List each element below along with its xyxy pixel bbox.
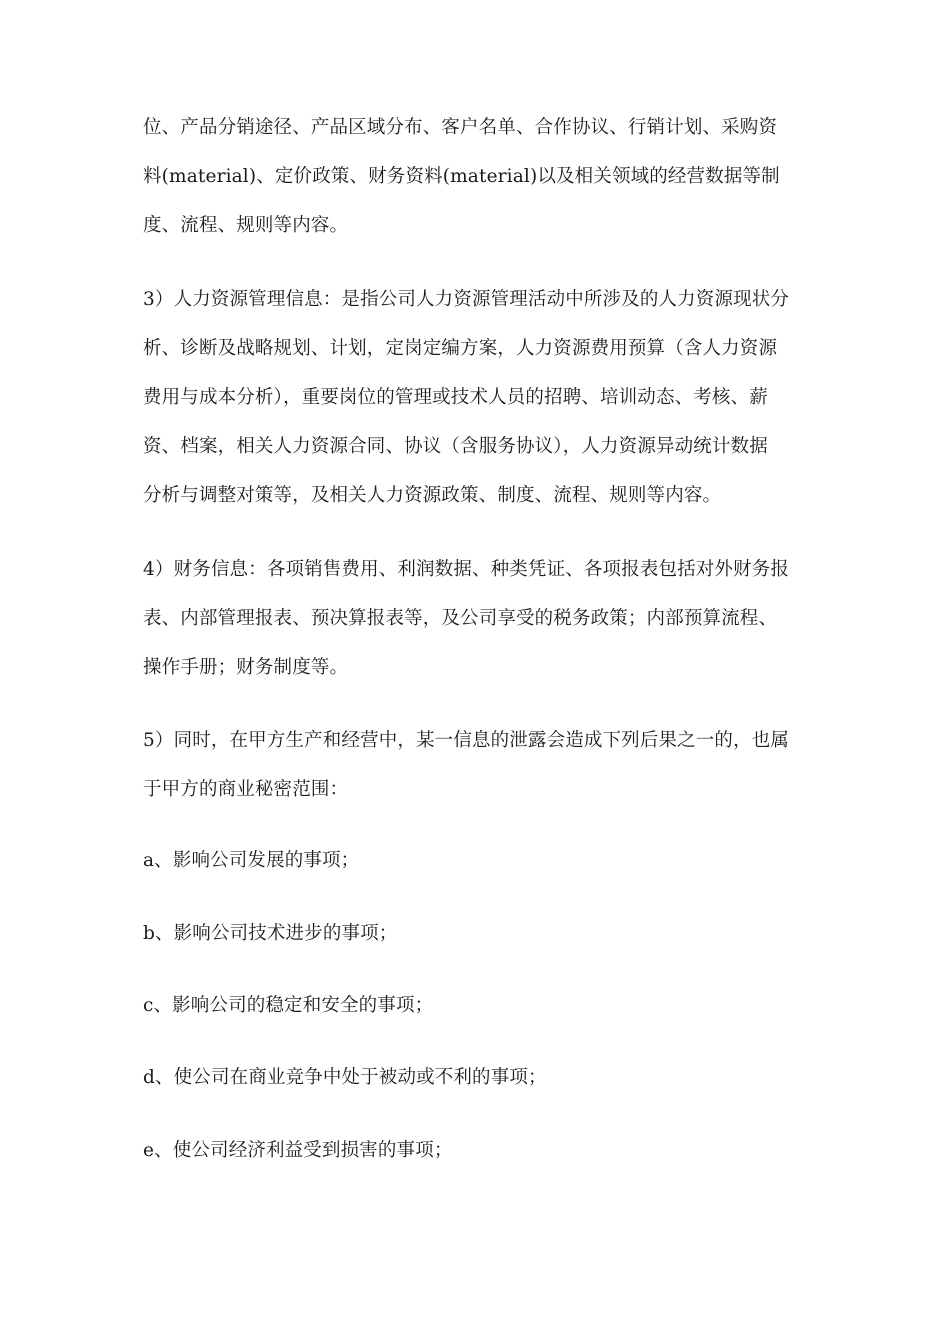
- paragraph-finance-info: [143, 545, 808, 692]
- text-line: 费用与成本分析），重要岗位的管理或技术人员的招聘、培训动态、考核、薪: [143, 387, 768, 408]
- list-item-a: [143, 836, 808, 885]
- text-line: 分析与调整对策等，及相关人力资源政策、制度、流程、规则等内容。: [143, 485, 722, 506]
- list-item-c: [143, 981, 808, 1030]
- text-line: a、影响公司发展的事项；: [143, 850, 360, 871]
- text-line: 表、内部管理报表、预决算报表等，及公司享受的税务政策；内部预算流程、: [143, 608, 778, 629]
- text-line: e、使公司经济利益受到损害的事项；: [143, 1140, 453, 1161]
- text-line: 3）人力资源管理信息：是指公司人力资源管理活动中所涉及的人力资源现状分: [143, 289, 790, 310]
- text-line: d、使公司在商业竞争中处于被动或不利的事项；: [143, 1067, 547, 1088]
- list-item-b: [143, 909, 808, 958]
- text-line: 5）同时，在甲方生产和经营中，某一信息的泄露会造成下列后果之一的，也属: [143, 730, 790, 751]
- text-line: 析、诊断及战略规划、计划，定岗定编方案，人力资源费用预算（含人力资源: [143, 338, 778, 359]
- paragraph-leak-consequences: [143, 716, 808, 814]
- list-item-d: [143, 1053, 808, 1102]
- text-line: 操作手册；财务制度等。: [143, 657, 349, 678]
- text-line: 位、产品分销途径、产品区域分布、客户名单、合作协议、行销计划、采购资: [143, 117, 778, 138]
- paragraph-hr-info: [143, 275, 808, 520]
- text-line: c、影响公司的稳定和安全的事项；: [143, 995, 434, 1016]
- text-line: 度、流程、规则等内容。: [143, 215, 349, 236]
- text-line: 4）财务信息：各项销售费用、利润数据、种类凭证、各项报表包括对外财务报: [143, 559, 790, 580]
- text-line: 资、档案，相关人力资源合同、协议（含服务协议），人力资源异动统计数据: [143, 436, 768, 457]
- text-line: 于甲方的商业秘密范围：: [143, 779, 349, 800]
- list-item-e: [143, 1126, 808, 1175]
- text-line: b、影响公司技术进步的事项；: [143, 923, 398, 944]
- text-line: 料(material)、定价政策、财务资料(material)以及相关领域的经营数据等制: [143, 166, 780, 187]
- paragraph-trade-info-continued: [143, 103, 808, 250]
